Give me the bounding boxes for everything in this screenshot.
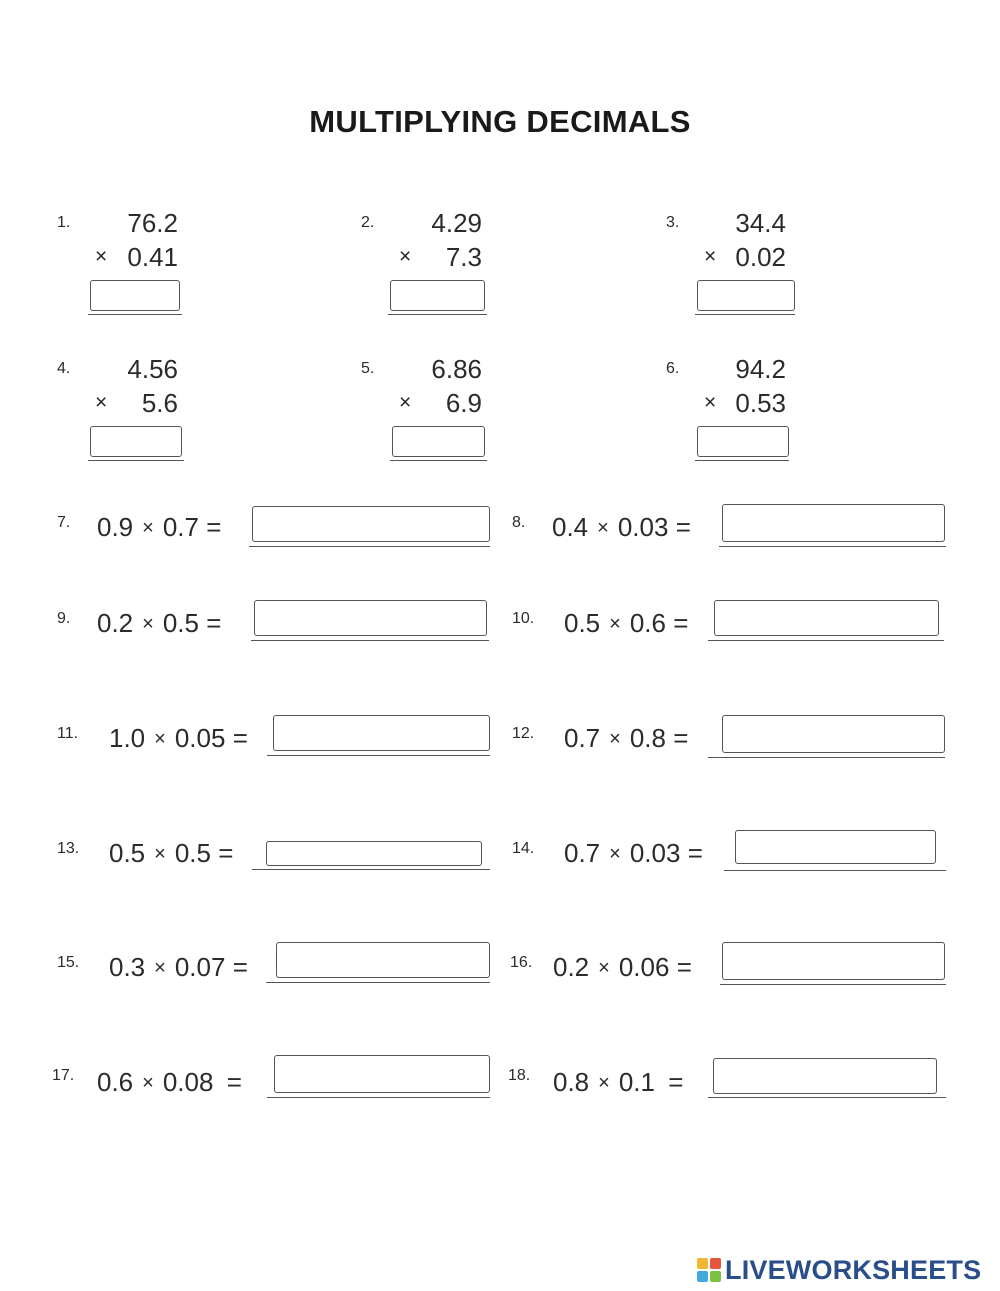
problem-15: [57, 942, 492, 986]
answer-box-7[interactable]: [252, 506, 490, 542]
answer-box-13[interactable]: [266, 841, 482, 866]
answer-box-9[interactable]: [254, 600, 487, 636]
problem-number: 7.: [57, 514, 71, 531]
multiplicand: 94.2: [735, 354, 786, 384]
multiplier: 0.41: [127, 242, 178, 272]
answer-line: [266, 982, 490, 983]
multiply-sign: ×: [142, 613, 154, 635]
expression: [97, 608, 221, 639]
multiply-sign: ×: [154, 728, 166, 750]
factor-a: 0.8: [553, 1067, 590, 1097]
logo-blocks-icon: [697, 1258, 721, 1282]
equals-sign: =: [675, 512, 691, 542]
factor-a: 0.2: [97, 608, 134, 638]
problem-14: [512, 830, 948, 874]
answer-line: [88, 314, 182, 315]
problem-number: 10.: [512, 610, 535, 627]
expression: [553, 952, 692, 983]
answer-box-6[interactable]: [697, 426, 789, 457]
answer-line: [388, 314, 487, 315]
problem-number: 8.: [512, 514, 526, 531]
answer-line: [252, 869, 490, 870]
problem-8: [512, 504, 948, 548]
expression: [109, 838, 233, 869]
logo-block: [697, 1258, 708, 1269]
factor-a: 0.3: [109, 952, 146, 982]
problem-number: 5.: [361, 360, 375, 377]
problem-10: [512, 600, 948, 644]
problem-2: [361, 208, 486, 323]
answer-box-12[interactable]: [722, 715, 945, 753]
problem-number: 1.: [57, 214, 71, 231]
equals-sign: =: [687, 838, 703, 868]
multiplicand: 4.56: [127, 354, 178, 384]
multiply-sign: ×: [704, 245, 717, 268]
multiply-sign: ×: [598, 1072, 610, 1094]
problem-number: 14.: [512, 840, 535, 857]
problem-number: 2.: [361, 214, 375, 231]
answer-line: [719, 546, 946, 547]
answer-box-10[interactable]: [714, 600, 939, 636]
logo-block: [710, 1271, 721, 1282]
multiply-sign: ×: [597, 517, 609, 539]
multiply-sign: ×: [598, 957, 610, 979]
factor-a: 0.7: [564, 723, 601, 753]
answer-box-15[interactable]: [276, 942, 490, 978]
problem-11: [57, 715, 492, 759]
multiply-sign: ×: [142, 517, 154, 539]
answer-line: [708, 757, 945, 758]
equals-sign: =: [673, 608, 689, 638]
answer-box-16[interactable]: [722, 942, 945, 980]
factor-b: 0.5: [162, 608, 199, 638]
problem-17: [52, 1055, 492, 1099]
factor-b: 0.8: [629, 723, 666, 753]
equals-sign: =: [218, 838, 234, 868]
answer-line: [88, 460, 184, 461]
multiply-sign: ×: [399, 245, 412, 268]
problem-number: 11.: [57, 725, 79, 742]
problem-number: 4.: [57, 360, 71, 377]
problem-3: [666, 208, 796, 323]
problem-6: [666, 354, 796, 469]
multiplier: 5.6: [141, 388, 178, 418]
problem-4: [57, 354, 184, 469]
problem-5: [361, 354, 488, 469]
answer-line: [267, 755, 490, 756]
answer-line: [708, 1097, 946, 1098]
factor-a: 1.0: [109, 723, 146, 753]
expression: [564, 838, 703, 869]
multiply-sign: ×: [609, 613, 621, 635]
problem-number: 15.: [57, 954, 80, 971]
factor-b: 0.03: [617, 512, 669, 542]
logo-block: [697, 1271, 708, 1282]
answer-line: [724, 870, 946, 871]
equals-sign: =: [676, 952, 692, 982]
multiplicand: 76.2: [127, 208, 178, 238]
factor-a: 0.4: [552, 512, 589, 542]
answer-line: [251, 640, 489, 641]
answer-box-18[interactable]: [713, 1058, 937, 1094]
answer-line: [249, 546, 490, 547]
answer-box-3[interactable]: [697, 280, 795, 311]
problem-13: [57, 832, 492, 876]
answer-box-1[interactable]: [90, 280, 180, 311]
problem-9: [57, 600, 492, 644]
answer-line: [267, 1097, 490, 1098]
equals-sign: =: [232, 952, 248, 982]
answer-box-5[interactable]: [392, 426, 485, 457]
multiplier: 7.3: [445, 242, 482, 272]
factor-b: 0.07: [174, 952, 226, 982]
factor-a: 0.5: [564, 608, 601, 638]
factor-a: 0.5: [109, 838, 146, 868]
multiplier: 0.53: [735, 388, 786, 418]
problem-number: 12.: [512, 725, 535, 742]
problem-number: 3.: [666, 214, 680, 231]
problem-number: 9.: [57, 610, 71, 627]
expression: [97, 512, 221, 543]
expression: [552, 512, 691, 543]
factor-b: 0.1: [618, 1067, 655, 1097]
answer-box-4[interactable]: [90, 426, 182, 457]
answer-line: [695, 314, 795, 315]
factor-b: 0.5: [174, 838, 211, 868]
answer-box-8[interactable]: [722, 504, 945, 542]
factor-b: 0.05: [174, 723, 226, 753]
problem-number: 17.: [52, 1067, 75, 1084]
page-title: MULTIPLYING DECIMALS: [309, 104, 691, 139]
answer-box-11[interactable]: [273, 715, 490, 751]
expression: [109, 723, 248, 754]
multiply-sign: ×: [609, 843, 621, 865]
expression: [97, 1067, 242, 1098]
problem-number: 16.: [510, 954, 533, 971]
answer-box-2[interactable]: [390, 280, 485, 311]
problem-16: [510, 942, 948, 986]
equals-sign: =: [206, 608, 222, 638]
equals-sign: =: [206, 512, 222, 542]
multiply-sign: ×: [95, 245, 108, 268]
multiply-sign: ×: [95, 391, 108, 414]
factor-a: 0.7: [564, 838, 601, 868]
factor-a: 0.2: [553, 952, 590, 982]
equals-sign: =: [232, 723, 248, 753]
problem-7: [57, 506, 492, 550]
multiply-sign: ×: [154, 957, 166, 979]
multiplier: 0.02: [735, 242, 786, 272]
answer-box-17[interactable]: [274, 1055, 490, 1093]
multiplicand: 6.86: [431, 354, 482, 384]
problem-18: [508, 1055, 948, 1099]
answer-box-14[interactable]: [735, 830, 936, 864]
expression: [564, 608, 688, 639]
expression: [564, 723, 688, 754]
logo-wordmark: LIVEWORKSHEETS: [725, 1254, 982, 1285]
answer-line: [390, 460, 487, 461]
multiply-sign: ×: [399, 391, 412, 414]
factor-b: 0.06: [618, 952, 670, 982]
multiply-sign: ×: [154, 843, 166, 865]
answer-line: [695, 460, 789, 461]
multiplicand: 34.4: [735, 208, 786, 238]
multiply-sign: ×: [142, 1072, 154, 1094]
logo-block: [710, 1258, 721, 1269]
factor-b: 0.7: [162, 512, 199, 542]
multiplier: 6.9: [445, 388, 482, 418]
problem-number: 18.: [508, 1067, 531, 1084]
factor-b: 0.6: [629, 608, 666, 638]
answer-line: [720, 984, 946, 985]
expression: [553, 1067, 683, 1098]
multiply-sign: ×: [609, 728, 621, 750]
equals-sign: =: [226, 1067, 242, 1097]
problem-1: [57, 208, 182, 323]
equals-sign: =: [668, 1067, 684, 1097]
multiplicand: 4.29: [431, 208, 482, 238]
factor-b: 0.08: [162, 1067, 214, 1097]
problem-12: [512, 715, 948, 759]
factor-a: 0.9: [97, 512, 134, 542]
expression: [109, 952, 248, 983]
equals-sign: =: [673, 723, 689, 753]
problem-number: 6.: [666, 360, 680, 377]
factor-a: 0.6: [97, 1067, 134, 1097]
problem-number: 13.: [57, 840, 80, 857]
multiply-sign: ×: [704, 391, 717, 414]
answer-line: [708, 640, 944, 641]
factor-b: 0.03: [629, 838, 681, 868]
liveworksheets-logo: [697, 1254, 981, 1286]
